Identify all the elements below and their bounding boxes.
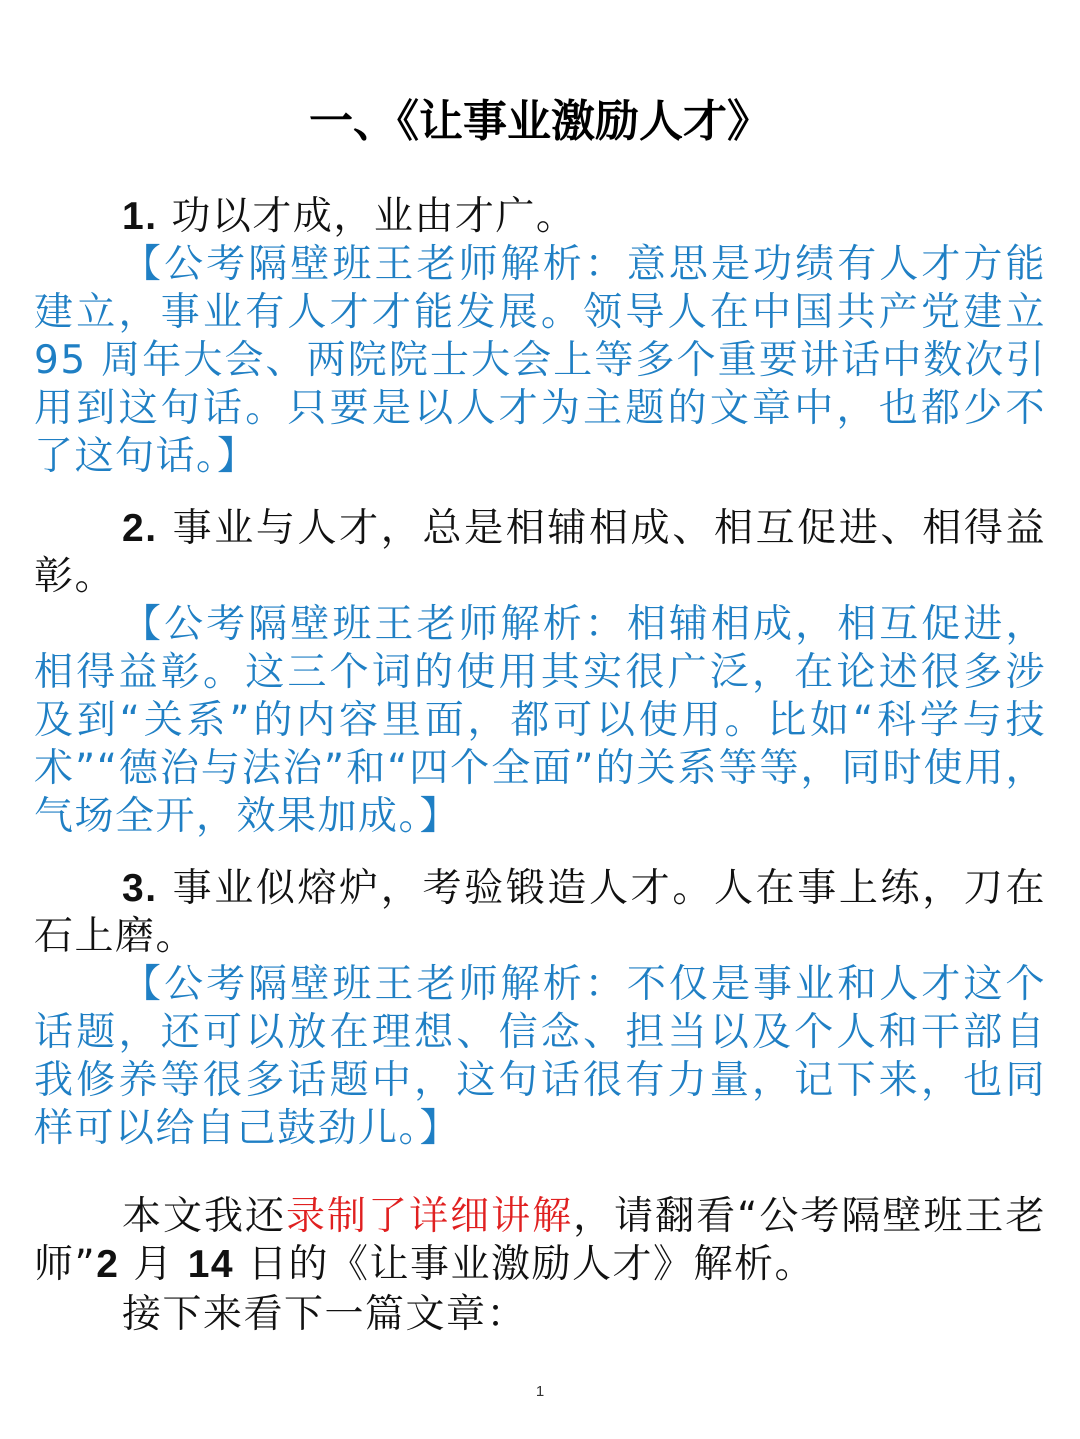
closing-month-unit: 月 bbox=[119, 1242, 188, 1287]
closing-day: 14 bbox=[187, 1243, 235, 1286]
closing-text-3: 日的《让事业激励人才》解析。 bbox=[234, 1242, 816, 1287]
quote-item-2 bbox=[34, 505, 1046, 601]
quote-item-1 bbox=[34, 193, 1046, 241]
closing-text-2: ，请翻看“公考隔壁班王老师” bbox=[34, 1194, 1046, 1287]
page-number: 1 bbox=[535, 1383, 545, 1400]
closing-highlight: 录制了详细讲解 bbox=[286, 1194, 574, 1239]
next-article-text: 接下来看下一篇文章： bbox=[122, 1292, 528, 1337]
closing-month: 2 bbox=[96, 1243, 120, 1286]
analysis-item-1: 【公考隔壁班王老师解析：意思是功绩有人才方能建立，事业有人才才能发展。领导人在中国共产党建立 95 周年大会、两院院士大会上等多个重要讲话中数次引用到这句话。只要是以人才为主题的文章中，也都少不了这句话。】 bbox=[34, 242, 1046, 479]
item-number: 3. bbox=[122, 867, 158, 910]
analysis-item-3: 【公考隔壁班王老师解析：不仅是事业和人才这个话题，还可以放在理想、信念、担当以及个人和干部自我修养等很多话题中，这句话很有力量，记下来，也同样可以给自己鼓劲儿。】 bbox=[34, 962, 1046, 1151]
closing-text-1: 本文我还 bbox=[122, 1194, 287, 1239]
page-title: 一、《让事业激励人才》 bbox=[309, 96, 771, 147]
quote-item-3 bbox=[34, 865, 1046, 961]
closing-paragraph bbox=[34, 1193, 1046, 1289]
item-number: 2. bbox=[122, 507, 158, 550]
quote-text: 功以才成，业由才广。 bbox=[157, 194, 577, 239]
analysis-item-2: 【公考隔壁班王老师解析：相辅相成，相互促进，相得益彰。这三个词的使用其实很广泛，在论述很多涉及到“关系”的内容里面，都可以使用。比如“科学与技术”“德治与法治”和“四个全面”的关系等等，同时使用，气场全开，效果加成。】 bbox=[34, 602, 1046, 839]
quote-text: 事业与人才，总是相辅相成、相互促进、相得益彰。 bbox=[34, 506, 1046, 599]
quote-text: 事业似熔炉，考验锻造人才。人在事上练，刀在石上磨。 bbox=[34, 866, 1046, 959]
item-number: 1. bbox=[122, 195, 158, 238]
